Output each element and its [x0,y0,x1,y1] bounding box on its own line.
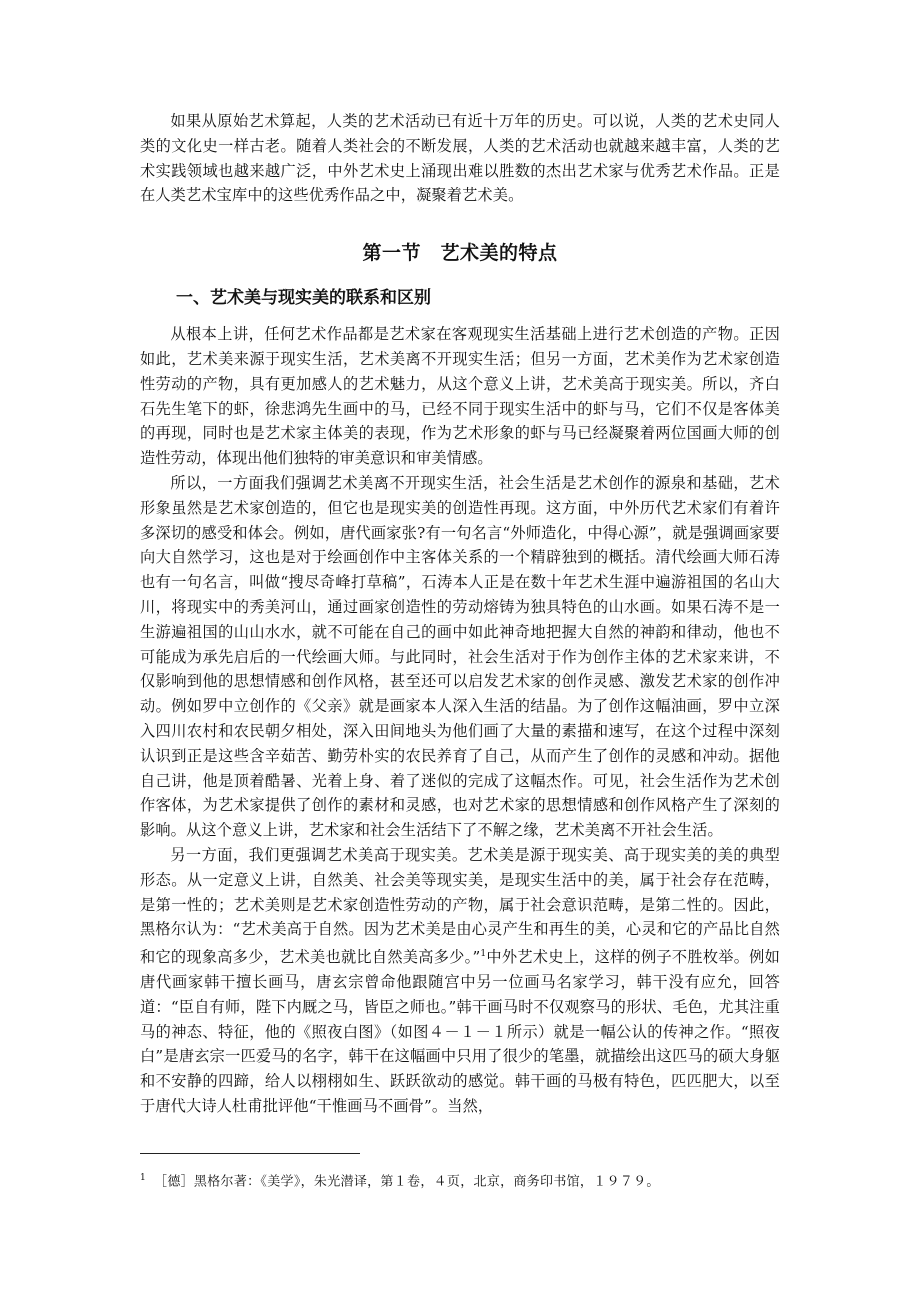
paragraph-3-part-b: 中外艺术史上，这样的例子不胜枚举。例如唐代画家韩干擅长画马，唐玄宗曾命他跟随宫中另一位画马名家学习，韩干没有应允，回答道：“臣自有师，陛下内厩之马，皆臣之师也。”韩干画马时不仅观察马的形状、毛色，尤其注重马的神态、特征，他的《照夜白图》（如图４－１－１所示）就是一幅公认的传神之作。“照夜白”是唐玄宗一匹爱马的名字，韩干在这幅画中只用了很少的笔墨，就描绘出这匹马的硕大身躯和不安静的四蹄，给人以栩栩如生、跃跃欲动的感觉。韩干画的马极有特色，匹匹肥大，以至于唐代大诗人杜甫批评他“干惟画马不画骨”。当然， [140,948,780,1115]
document-body [140,109,780,1119]
intro-paragraph: 如果从原始艺术算起，人类的艺术活动已有近十万年的历史。可以说，人类的艺术史同人类的文化史一样古老。随着人类社会的不断发展，人类的艺术活动也就越来越丰富，人类的艺术实践领域也越来越广泛，中外艺术史上涌现出难以胜数的杰出艺术家与优秀艺术作品。正是在人类艺术宝库中的这些优秀作品之中，凝聚着艺术美。 [140,112,780,205]
footnote-text: ［德］黑格尔著：《美学》，朱光潜译，第１卷，４页，北京，商务印书馆，１９７９。 [154,1174,660,1190]
body-paragraph-2: 所以，一方面我们强调艺术美离不开现实生活，社会生活是艺术创作的源泉和基础，艺术形象虽然是艺术家创造的，但它也是现实美的创造性再现。这方面，中外历代艺术家们有着许多深切的感受和体会。例如，唐代画家张?有一句名言“外师造化，中得心源”，就是强调画家要向大自然学习，这也是对于绘画创作中主客体关系的一个精辟独到的概括。清代绘画大师石涛也有一句名言，叫做“搜尽奇峰打草稿”，石涛本人正是在数十年艺术生涯中遍游祖国的名山大川，将现实中的秀美河山，通过画家创造性的劳动熔铸为独具特色的山水画。如果石涛不是一生游遍祖国的山山水水，就不可能在自己的画中如此神奇地把握大自然的神韵和律动，他也不可能成为承先启后的一代绘画大师。与此同时，社会生活对于作为创作主体的艺术家来讲，不仅影响到他的思想情感和创作风格，甚至还可以启发艺术家的创作灵感、激发艺术家的创作冲动。例如罗中立创作的《父亲》就是画家本人深入生活的结晶。为了创作这幅油画，罗中立深入四川农村和农民朝夕相处，深入田间地头为他们画了大量的素描和速写，在这个过程中深刻认识到正是这些含辛茹苦、勤劳朴实的农民养育了自己，从而产生了创作的灵感和冲动。据他自己讲，他是顶着酷暑、光着上身、着了迷似的完成了这幅杰作。可见，社会生活作为艺术创作客体，为艺术家提供了创作的素材和灵感，也对艺术家的思想情感和创作风格产生了深刻的影响。从这个意义上讲，艺术家和社会生活结下了不解之缘，艺术美离不开社会生活。 [140,473,780,840]
footnote-divider [140,1153,360,1154]
footnote [140,1168,790,1192]
paragraph-3-part-a: 另一方面，我们更强调艺术美高于现实美。艺术美是源于现实美、高于现实美的美的典型形态。从一定意义上讲，自然美、社会美等现实美，是现实生活中的美，属于社会存在范畴，是第一性的；艺术美则是艺术家创造性劳动的产物，属于社会意识范畴，是第二性的。因此，黑格尔认为：“艺术美高于自然。因为艺术美是由心灵产生和再生的美，心灵和它的产品比自然和它的现象高多少，艺术美也就比自然美高多少。” [140,845,780,967]
subsection-title: 一、艺术美与现实美的联系和区别 [176,288,431,309]
body-paragraph-3 [140,843,780,1119]
body-paragraph-1: 从根本上讲，任何艺术作品都是艺术家在客观现实生活基础上进行艺术创造的产物。正因如此，艺术美来源于现实生活，艺术美离不开现实生活；但另一方面，艺术美作为艺术家创造性劳动的产物，具有更加感人的艺术魅力，从这个意义上讲，艺术美高于现实美。所以，齐白石先生笔下的虾，徐悲鸿先生画中的马，已经不同于现实生活中的虾与马，它们不仅是客体美的再现，同时也是艺术家主体美的表现，作为艺术形象的虾与马已经凝聚着两位国画大师的创造性劳动，体现出他们独特的审美意识和审美情感。 [140,325,780,468]
footnote-number: 1 [140,1173,147,1183]
section-title: 第一节 艺术美的特点 [362,242,558,265]
footnote-reference: 1 [480,949,487,960]
